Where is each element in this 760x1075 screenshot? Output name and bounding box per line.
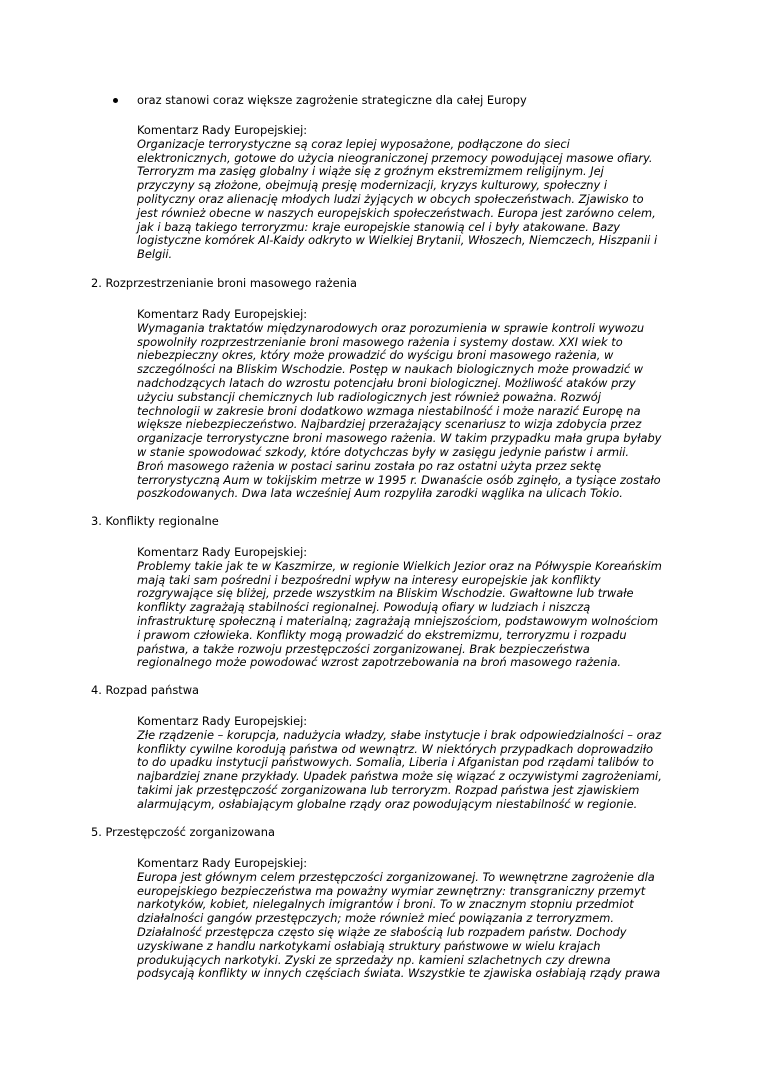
comment-line: produkujących narkotyki. Zyski ze sprzedaży np. kamieni szlachetnych czy drewna: [137, 952, 611, 967]
comment-line: Broń masowego rażenia w postaci sarinu została po raz ostatni użyta przez sektę: [137, 458, 602, 473]
comment-line: polityczny oraz alienację młodych ludzi żyjących w obcych społeczeństwach. Zjawisko to: [137, 191, 644, 206]
comment-line: uzyskiwane z handlu narkotykami osłabiają struktury państwowe w wielu krajach: [137, 938, 601, 953]
bullet-dot-icon: [113, 98, 118, 103]
comment-line: elektronicznych, gotowe do użycia nieograniczonej przemocy powodującej masowe ofiary.: [137, 150, 653, 165]
comment-line: przyczyny są złożone, obejmują presję modernizacji, kryzys kulturowy, społeczny i: [137, 178, 608, 193]
comment-line: i prawom człowieka. Konflikty mogą prowadzić do ekstremizmu, terroryzmu i rozpadu: [137, 627, 627, 642]
comment-line: Organizacje terrorystyczne są coraz lepiej wyposażone, podłączone do sieci: [137, 136, 570, 151]
comment-line: konflikty zagrażają stabilności regionalnej. Powodują ofiary w ludziach i niszczą: [137, 600, 591, 615]
comment-body: [137, 729, 677, 812]
bullet-text: oraz stanowi coraz większe zagrożenie strategiczne dla całej Europy: [137, 93, 527, 107]
comment-line: Wymagania traktatów międzynarodowych oraz porozumienia w sprawie kontroli wywozu: [137, 320, 645, 335]
comment-label: Komentarz Rady Europejskiej:: [137, 714, 308, 728]
comment-line: alarmującym, osłabiającym globalne rządy oraz powodującym niestabilność w regionie.: [137, 796, 638, 811]
comment-body: [137, 871, 677, 981]
comment-line: mają taki sam pośredni i bezpośredni wpływ na interesy europejskie jak konflikty: [137, 572, 601, 587]
comment-line: konflikty cywilne korodują państwa od wewnątrz. W niektórych przypadkach doprowadziło: [137, 741, 654, 756]
comment-line: takimi jak przestępczość zorganizowana lub terroryzm. Rozpad państwa jest zjawiskiem: [137, 782, 640, 797]
comment-line: Działalność przestępcza często się wiąże ze słabością lub rozpadem państw. Dochody: [137, 924, 627, 939]
section-heading-regional-conflicts: 3. Konflikty regionalne: [91, 514, 219, 528]
comment-body: [137, 560, 677, 670]
comment-line: niebezpieczny okres, który może prowadzić do wyścigu broni masowego rażenia, w: [137, 348, 614, 363]
comment-line: rozgrywające się bliżej, przede wszystkim na Bliskim Wschodzie. Gwałtowne lub trwałe: [137, 586, 634, 601]
comment-block-regional-conflicts: [137, 546, 677, 670]
comment-line: organizacje terrorystyczne broni masowego rażenia. W takim przypadku mała grupa byłaby: [137, 431, 662, 446]
comment-line: szczególności na Bliskim Wschodzie. Postęp w naukach biologicznych może prowadzić w: [137, 362, 644, 377]
comment-line: to do upadku instytucji państwowych. Somalia, Liberia i Afganistan pod rządami talibów to: [137, 755, 654, 770]
comment-line: podsycają konflikty w innych częściach świata. Wszystkie te zjawiska osłabiają rządy prawa: [137, 966, 661, 981]
comment-line: europejskiego bezpieczeństwa ma poważny wymiar zewnętrzny: transgraniczny przemyt: [137, 883, 646, 898]
comment-block-wmd: [137, 308, 677, 501]
comment-line: technologii w zakresie broni dodatkowo wzmaga niestabilność i może narazić Europę na: [137, 403, 641, 418]
comment-line: jak i bazą takiego terroryzmu: kraje europejskie stanowią cel i były atakowane. Bazy: [137, 219, 620, 234]
comment-line: logistyczne komórek Al-Kaidy odkryto w Wielkiej Brytanii, Włoszech, Niemczech, Hiszpanii i: [137, 233, 658, 248]
comment-line: jest również obecne w naszych europejskich społeczeństwach. Europa jest zarówno celem,: [137, 205, 656, 220]
comment-label: Komentarz Rady Europejskiej:: [137, 856, 308, 870]
section-heading-state-failure: 4. Rozpad państwa: [91, 683, 200, 697]
comment-line: narkotyków, kobiet, nielegalnych imigrantów i broni. To w znacznym stopniu przedmiot: [137, 897, 634, 912]
comment-line: najbardziej znane przykłady. Upadek państwa może się wiązać z oczywistymi zagrożeniami,: [137, 769, 662, 784]
comment-line: Terroryzm ma zasięg globalny i wiąże się z groźnym ekstremizmem religijnym. Jej: [137, 164, 604, 179]
comment-line: większe niebezpieczeństwo. Najbardziej przerażający scenariusz to wizja zdobycia przez: [137, 417, 642, 432]
comment-block-terrorism: [137, 124, 677, 262]
section-heading-organized-crime: 5. Przestępczość zorganizowana: [91, 825, 275, 839]
comment-line: regionalnego może powodować wzrost zapotrzebowania na broń masowego rażenia.: [137, 655, 622, 670]
comment-line: terrorystyczną Aum w tokijskim metrze w 1995 r. Dwanaście osób zginęło, a tysiące zostało: [137, 472, 661, 487]
comment-label: Komentarz Rady Europejskiej:: [137, 307, 308, 321]
comment-line: Europa jest głównym celem przestępczości zorganizowanej. To wewnętrzne zagrożenie dla: [137, 869, 655, 884]
comment-line: w stanie spowodować szkody, które dotychczas były w zasięgu jedynie państw i armii.: [137, 444, 630, 459]
comment-line: użyciu substancji chemicznych lub radiologicznych jest również poważna. Rozwój: [137, 389, 601, 404]
comment-line: spowolniły rozprzestrzenianie broni masowego rażenia i systemy dostaw. XXI wiek to: [137, 334, 623, 349]
comment-line: Złe rządzenie – korupcja, nadużycia władzy, słabe instytucje i brak odpowiedzialności – oraz: [137, 727, 662, 742]
comment-label: Komentarz Rady Europejskiej:: [137, 545, 308, 559]
comment-label: Komentarz Rady Europejskiej:: [137, 123, 308, 137]
section-heading-wmd: 2. Rozprzestrzenianie broni masowego rażenia: [91, 276, 357, 290]
comment-line: Belgii.: [137, 247, 173, 262]
comment-line: państwa, a także rozwoju przestępczości zorganizowanej. Brak bezpieczeństwa: [137, 641, 590, 656]
comment-line: Problemy takie jak te w Kaszmirze, w regionie Wielkich Jezior oraz na Półwyspie Koreańskim: [137, 558, 662, 573]
comment-body: [137, 138, 677, 262]
comment-block-organized-crime: [137, 857, 677, 981]
comment-body: [137, 322, 677, 501]
comment-line: infrastrukturę społeczną i materialną; zagrażają mniejszościom, podstawowym wolnościom: [137, 613, 659, 628]
comment-line: poszkodowanych. Dwa lata wcześniej Aum rozpyliła zarodki wąglika na ulicach Tokio.: [137, 486, 623, 501]
comment-line: działalności gangów przestępczych; może również mieć powiązania z terroryzmem.: [137, 911, 614, 926]
comment-line: nadchodzących latach do wzrostu potencjału broni biologicznej. Możliwość ataków przy: [137, 375, 636, 390]
comment-block-state-failure: [137, 715, 677, 812]
